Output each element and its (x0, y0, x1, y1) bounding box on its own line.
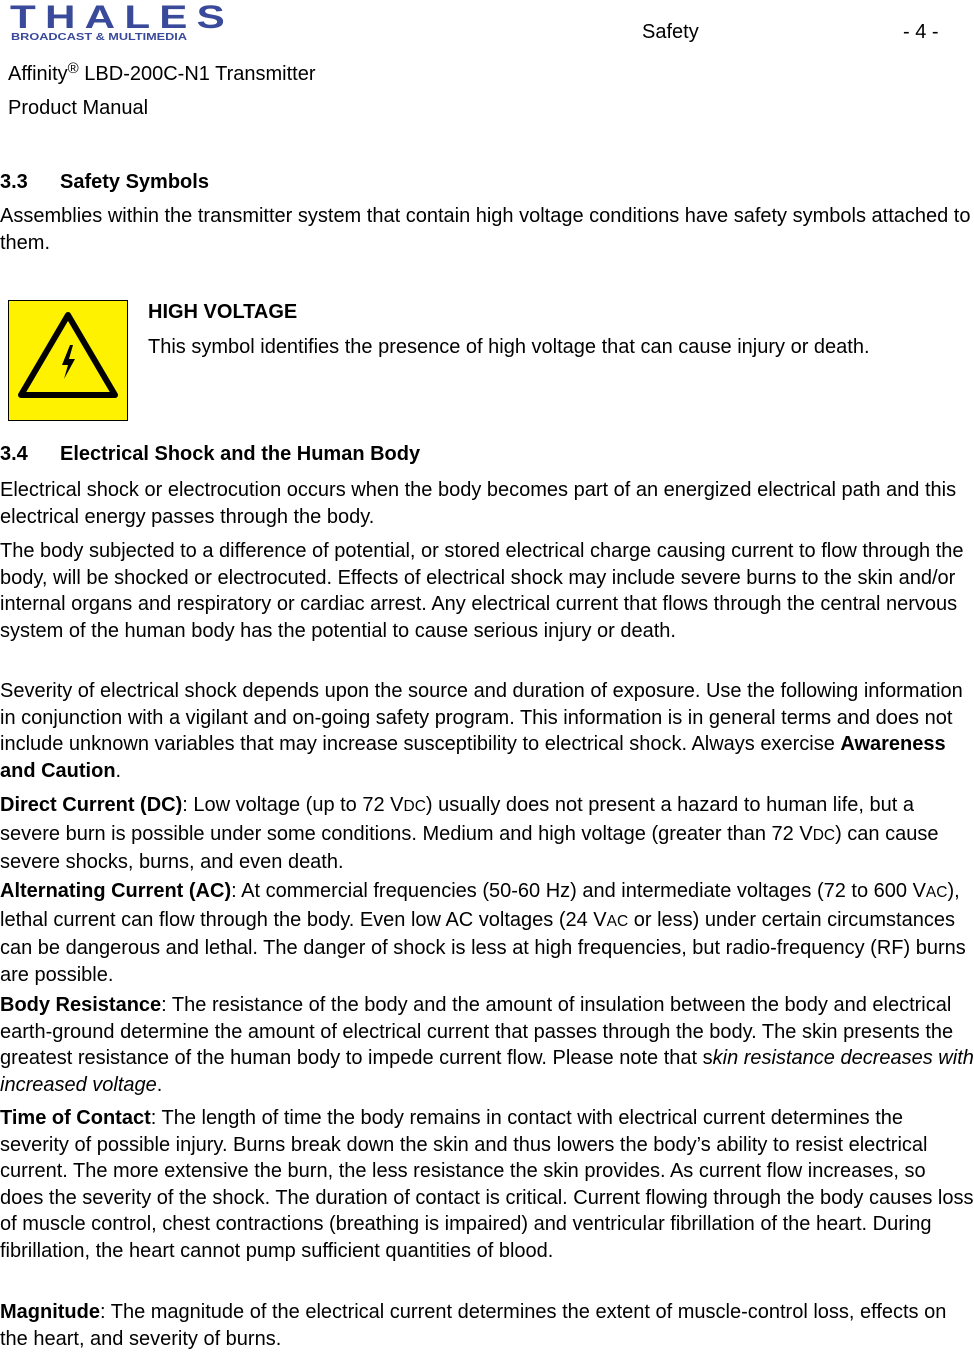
magnitude-text: : The magnitude of the electrical current determines the extent of muscle-control loss, effects on the heart, and severity of burns. (0, 1301, 947, 1350)
unit-ac: AC (606, 912, 629, 930)
header-product-title (8, 62, 315, 86)
paragraph-severity (0, 678, 974, 784)
severity-end: . (115, 759, 122, 782)
thales-logo (10, 2, 236, 42)
unit-ac: AC (925, 884, 948, 901)
warning-title: HIGH VOLTAGE (148, 301, 298, 323)
paragraph-shock-effects: The body subjected to a difference of potential, or stored electrical charge causing current to flow through the body, will be shocked or electrocuted. Effects of electrical shock may include severe burns to the skin and/or internal organs and respiratory or cardiac arrest. Any electrical current that flows through the central nervous system of the human body has the potential to cause serious injury or death. (0, 540, 964, 642)
resistance-emphasis: kin resistance decreases with increased voltage (0, 1047, 974, 1096)
section-title: Safety Symbols (60, 171, 209, 193)
contact-text: : The length of time the body remains in contact with electrical current determines the severity of possible injury. Burns break down the skin and thus lowers the body’s ability to resist electrical current. The more extensive the burn, the less resistance the skin provides. As current flow increases, so does the severity of the shock. The duration of contact is critical. Current flowing through the body causes loss of muscle control, chest contractions (breathing is impaired) and ventricular fibrillation of the heart. During fibrillation, the heart cannot pump sufficient quantities of blood. (0, 1107, 974, 1262)
logo-wordmark: THALES (10, 2, 234, 35)
header-page-number: - 4 - (903, 21, 939, 43)
lightning-warning-icon (9, 301, 127, 420)
logo-tagline: BROADCAST & MULTIMEDIA (11, 32, 187, 42)
unit-dc: DC (403, 798, 426, 815)
term-alternating-current: Alternating Current (AC) (0, 880, 232, 902)
paragraph-time-of-contact (0, 1105, 974, 1264)
section-3-3-intro: Assemblies within the transmitter system that contain high voltage conditions have safety symbols attached to them. (0, 205, 971, 254)
section-title: Electrical Shock and the Human Body (60, 443, 421, 465)
awareness-caution: Awareness and Caution (0, 733, 946, 782)
high-voltage-symbol (8, 300, 128, 421)
paragraph-body-resistance (0, 992, 974, 1098)
section-3-3-heading (0, 170, 209, 194)
section-number: 3.3 (0, 171, 28, 193)
resistance-text: : The resistance of the body and the amount of insulation between the body and electrical earth-ground determine the amount of electrical current that passes through the body. The skin presents the greatest resistance of the human body to impede current flow. Please note that s (0, 994, 954, 1069)
term-time-of-contact: Time of Contact (0, 1107, 151, 1129)
term-direct-current: Direct Current (DC) (0, 794, 183, 816)
severity-text: Severity of electrical shock depends upon the source and duration of exposure. Use the following information in conjunction with a vigilant and on-going safety program. This information is in general terms and does not include unknown variables that may increase susceptibility to electrical shock. Always exercise (0, 680, 963, 755)
section-number: 3.4 (0, 443, 28, 465)
product-suffix: LBD-200C-N1 Transmitter (78, 63, 316, 85)
ac-text-1: : At commercial frequencies (50-60 Hz) and intermediate voltages (72 to 600 V (231, 880, 926, 902)
dc-text-3: ) can cause severe shocks, burns, and even death. (0, 822, 939, 873)
term-body-resistance: Body Resistance (0, 994, 162, 1016)
resistance-end: . (156, 1073, 163, 1096)
paragraph-magnitude (0, 1299, 974, 1352)
unit-dc: DC (812, 826, 836, 844)
paragraph-alternating-current (0, 878, 974, 988)
section-3-4-heading (0, 442, 420, 466)
ac-text-2: ), lethal current can flow through the body. Even low AC voltages (24 V (0, 880, 960, 931)
dc-text-1: : Low voltage (up to 72 V (182, 794, 404, 816)
paragraph-shock-definition: Electrical shock or electrocution occurs when the body becomes part of an energized electrical path and this electrical energy passes through the body. (0, 479, 957, 528)
registered-mark: ® (67, 60, 79, 77)
product-prefix: Affinity (8, 63, 68, 85)
warning-text: This symbol identifies the presence of high voltage that can cause injury or death. (148, 336, 870, 358)
ac-text-3: or less) under certain circumstances can be dangerous and lethal. The danger of shock is less at high frequencies, but radio-frequency (RF) burns are possible. (0, 908, 966, 986)
term-magnitude: Magnitude (0, 1301, 100, 1323)
dc-text-2: ) usually does not present a hazard to human life, but a severe burn is possible under some conditions. Medium and high voltage (greater than 72 V (0, 794, 914, 845)
paragraph-direct-current (0, 792, 974, 876)
header-section-name: Safety (642, 21, 699, 43)
header-doc-type: Product Manual (8, 97, 149, 119)
